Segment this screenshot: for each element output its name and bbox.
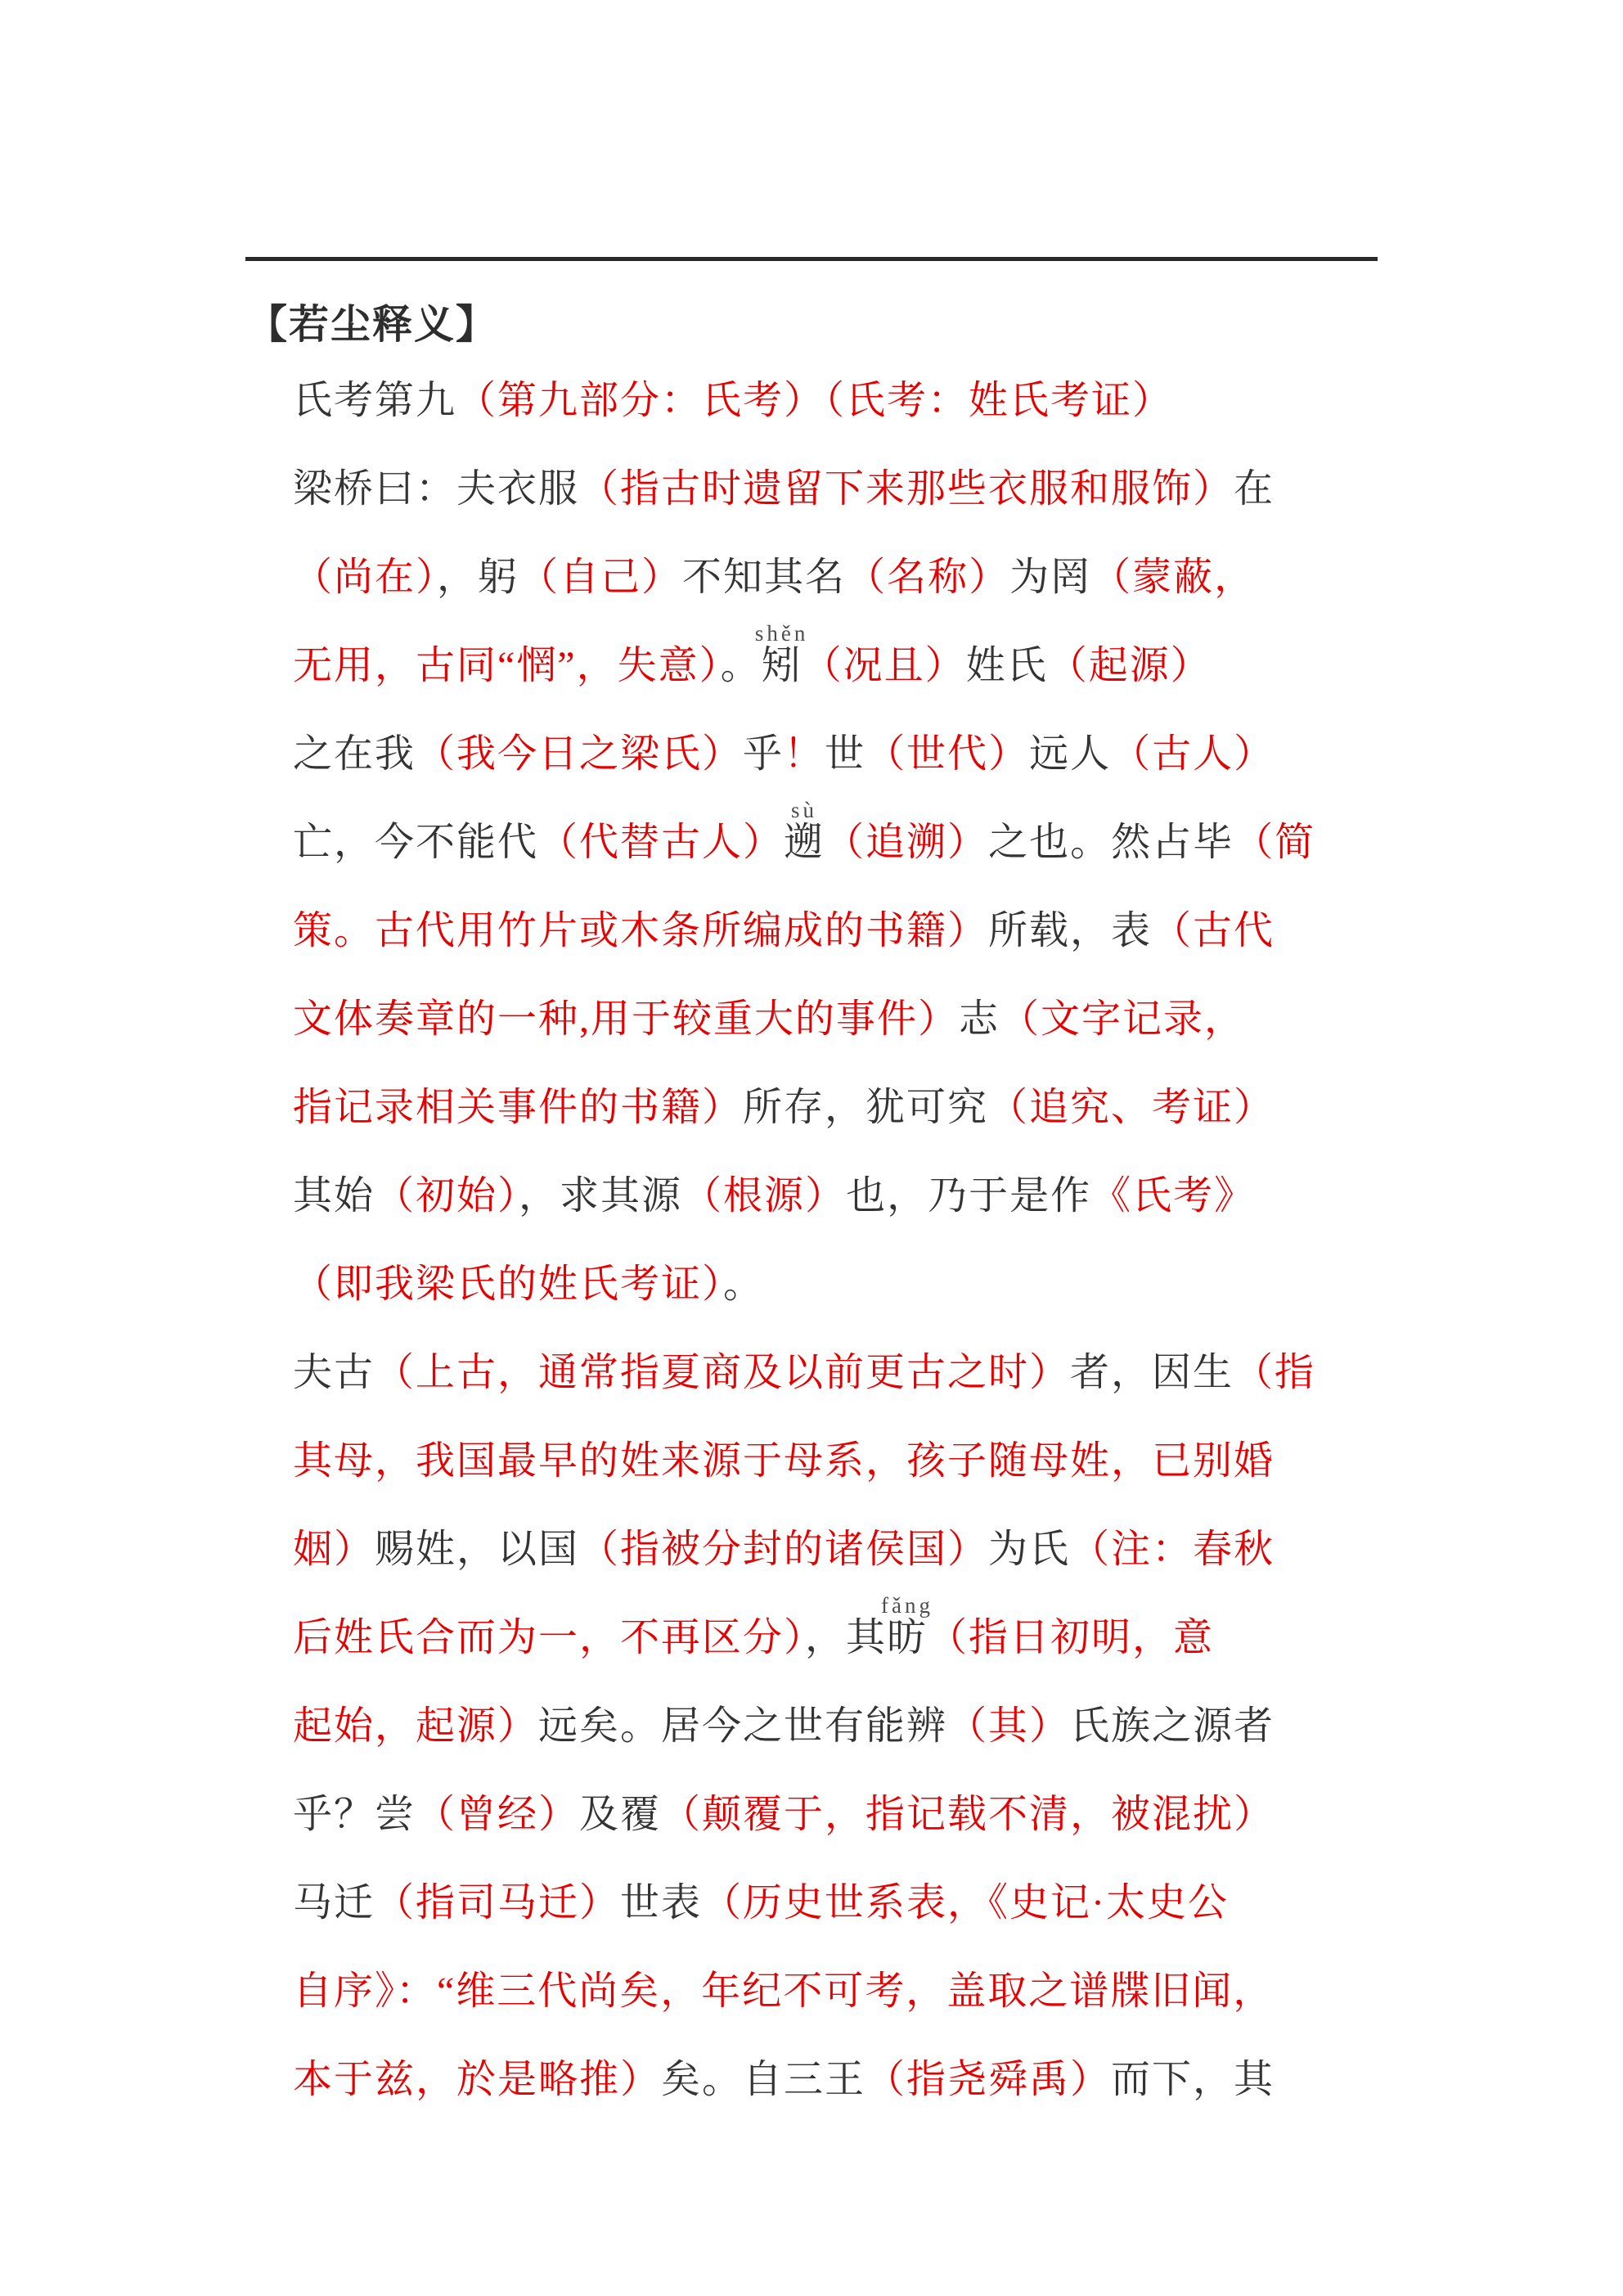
text-segment: （自己） xyxy=(519,556,683,599)
text-segment: 世 xyxy=(825,732,866,776)
text-segment: （指被分封的诸侯国） xyxy=(579,1528,989,1571)
text-segment: 矣。自三王 xyxy=(661,2058,866,2101)
text-segment: （指尧舜禹） xyxy=(865,2058,1112,2101)
text-line xyxy=(293,799,1454,887)
annotated-char: 遡 xyxy=(784,821,825,864)
text-line xyxy=(293,1859,1454,1947)
text-segment: ，求其源 xyxy=(519,1174,683,1218)
text-segment: （尚在） xyxy=(293,556,438,599)
text-segment: 之也。然占毕 xyxy=(988,821,1234,864)
text-segment: 文体奏章的一种,用于较重大的事件） xyxy=(293,997,960,1041)
text-segment: 氏族之源者 xyxy=(1070,1704,1275,1748)
text-line xyxy=(293,2036,1454,2124)
text-segment: 之在我 xyxy=(293,732,416,776)
text-segment: （古代 xyxy=(1152,909,1275,952)
text-segment: 志 xyxy=(959,997,1000,1041)
text-segment: 为罔 xyxy=(1009,556,1092,599)
text-segment: （指 xyxy=(1234,1351,1316,1394)
text-line xyxy=(293,1417,1454,1506)
text-segment: （我今日之梁氏） xyxy=(416,732,744,776)
text-segment: 所存，犹可究 xyxy=(743,1086,989,1129)
section-divider xyxy=(245,257,1378,261)
text-segment: 本于兹，於是略推） xyxy=(293,2058,662,2101)
text-segment: 不知其名 xyxy=(682,556,847,599)
text-line xyxy=(293,710,1454,799)
text-segment: （即我梁氏的姓氏考证） xyxy=(293,1263,724,1306)
text-segment: （上古，通常指夏商及以前更古之时） xyxy=(375,1351,1071,1394)
text-segment: 氏考第九 xyxy=(293,379,457,422)
pinyin-ruby xyxy=(881,1593,934,1682)
text-segment: （指司马迁） xyxy=(375,1881,621,1925)
annotated-text-body xyxy=(293,357,1454,2124)
section-heading: 【若尘释义】 xyxy=(247,303,498,347)
text-segment: 马迁 xyxy=(293,1881,375,1925)
text-line xyxy=(293,1152,1454,1240)
pinyin-annotation: shěn xyxy=(754,621,809,646)
text-segment: 《氏考》 xyxy=(1091,1174,1256,1218)
text-line xyxy=(293,1506,1454,1594)
text-segment: 起始，起源） xyxy=(293,1704,539,1748)
text-line xyxy=(293,622,1454,710)
text-segment: （注：春秋 xyxy=(1070,1528,1275,1571)
text-segment: （追究、考证） xyxy=(988,1086,1275,1129)
text-segment: （根源） xyxy=(682,1174,847,1218)
text-segment: 而下，其 xyxy=(1111,2058,1275,2101)
text-line xyxy=(293,1240,1454,1329)
text-segment: 后姓氏合而为一，不再区分） xyxy=(293,1616,806,1659)
text-line xyxy=(293,975,1454,1064)
text-segment: 姻） xyxy=(293,1528,375,1571)
pinyin-ruby xyxy=(784,799,825,887)
text-segment: （其） xyxy=(947,1704,1071,1748)
text-line xyxy=(293,1064,1454,1152)
text-segment: （曾经） xyxy=(416,1793,580,1836)
text-segment: 远矣。居今之世有能辨 xyxy=(538,1704,948,1748)
text-segment: （代替古人） xyxy=(538,821,785,864)
pinyin-annotation: sù xyxy=(791,798,818,822)
text-line xyxy=(293,887,1454,975)
text-segment: 无用，古同“惘”，失意） xyxy=(293,644,721,687)
text-segment: 自序》：“维三代尚矣，年纪不可考，盖取之谱牒旧闻， xyxy=(293,1970,1275,2013)
text-line xyxy=(293,357,1454,445)
text-segment: 姓氏 xyxy=(965,644,1048,687)
annotated-char: 昉 xyxy=(887,1616,928,1659)
text-segment: 所载，表 xyxy=(988,909,1153,952)
text-segment: 。 xyxy=(720,644,762,687)
text-segment: （历史世系表，《史记·太史公 xyxy=(702,1881,1230,1925)
text-segment: 远人 xyxy=(1029,732,1112,776)
text-segment: 梁桥曰：夫衣服 xyxy=(293,467,580,511)
text-line xyxy=(293,1329,1454,1417)
text-segment: 在 xyxy=(1234,467,1275,511)
text-segment: （世代） xyxy=(865,732,1030,776)
text-segment: （文字记录， xyxy=(1000,997,1246,1041)
text-segment: ，躬 xyxy=(437,556,519,599)
text-line xyxy=(293,1594,1454,1682)
annotated-char: 矧 xyxy=(761,644,803,687)
text-segment: 赐姓，以国 xyxy=(375,1528,580,1571)
text-segment: ，其 xyxy=(805,1616,888,1659)
text-segment: 世表 xyxy=(620,1881,703,1925)
text-segment: 其母，我国最早的姓来源于母系，孩子随母姓，已别婚 xyxy=(293,1439,1275,1483)
text-segment: （指古时遗留下来那些衣服和服饰） xyxy=(579,467,1234,511)
text-segment: （初始） xyxy=(375,1174,519,1218)
text-line xyxy=(293,1947,1454,2036)
text-segment: （指日初明，意 xyxy=(928,1616,1215,1659)
text-segment: （况且） xyxy=(802,644,966,687)
text-segment: 者，因生 xyxy=(1070,1351,1234,1394)
text-segment: 亡，今不能代 xyxy=(293,821,539,864)
text-line xyxy=(293,1682,1454,1771)
text-segment: 也，乃于是作 xyxy=(846,1174,1092,1218)
text-segment: 其始 xyxy=(293,1174,375,1218)
text-segment: （名称） xyxy=(846,556,1010,599)
text-segment: 及覆 xyxy=(579,1793,662,1836)
text-segment: （古人） xyxy=(1111,732,1275,776)
pinyin-annotation: fǎng xyxy=(881,1593,934,1618)
text-segment: ！ xyxy=(784,732,825,776)
text-line xyxy=(293,1771,1454,1859)
text-segment: 为氏 xyxy=(988,1528,1071,1571)
text-segment: （起源） xyxy=(1047,644,1212,687)
text-line xyxy=(293,445,1454,533)
text-segment: （第九部分：氏考）（氏考：姓氏考证） xyxy=(456,379,1174,422)
text-segment: 乎 xyxy=(743,732,785,776)
text-segment: （颠覆于，指记载不清，被混扰） xyxy=(661,1793,1275,1836)
text-segment: 指记录相关事件的书籍） xyxy=(293,1086,744,1129)
text-segment: 乎？尝 xyxy=(293,1793,416,1836)
text-segment: 。 xyxy=(723,1263,765,1306)
text-segment: 夫古 xyxy=(293,1351,375,1394)
text-segment: 策。古代用竹片或木条所编成的书籍） xyxy=(293,909,989,952)
text-segment: （简 xyxy=(1234,821,1316,864)
pinyin-ruby xyxy=(754,621,809,710)
text-line xyxy=(293,533,1454,622)
text-segment: （蒙蔽， xyxy=(1091,556,1256,599)
text-segment: （追溯） xyxy=(825,821,989,864)
